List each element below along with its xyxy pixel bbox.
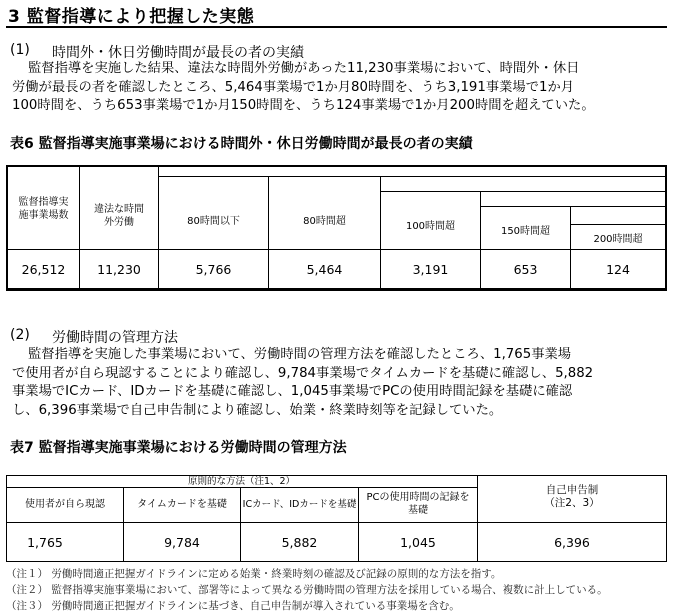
table6-value-inspected: 26,512 [21,262,66,277]
table6-value-over-100h: 3,191 [412,262,449,277]
footnote-2: （注２） 監督指導実施事業場において、部署等によって異なる労働時間の管理方法を採用している場合、複数に計上している。 [6,584,608,596]
part2-paragraph-line-2: で使用者が自ら現認することにより確認し、9,784事業場でタイムカードを基礎に確認し、5,882 [12,365,594,381]
table7-header-self-report: 自己申告制 （注2、3） [544,484,600,509]
table6-value-over-150h: 653 [513,262,538,277]
part1-paragraph-line-1: 監督指導を実施した結果、違法な時間外労働があった11,230事業場において、時間外・休日 [28,61,580,76]
table6-title: 表6 監督指導実施事業場における時間外・休日労働時間が最長の者の実績 [10,136,473,152]
part1-heading: 時間外・休日労働時間が最長の者の実績 [52,45,304,61]
part2-paragraph-line-3: 事業場でICカード、IDカードを基礎に確認し、1,045事業場でPCの使用時間記録を基礎に確認 [12,384,573,399]
table6-header-over-200h: 200時間超 [593,234,643,245]
table7-value-ic-id-card: 5,882 [281,535,318,550]
part1-paragraph-line-3: 100時間を、うち653事業場で1か月150時間を、うち124事業場で1か月200時間を超えていた。 [12,98,595,113]
footnote-3: （注３） 労働時間適正把握ガイドラインに基づき、自己申告制が導入されている事業場を含む。 [6,600,460,612]
table6-header-over-100h: 100時間超 [405,221,456,232]
table7-group-header-standard-methods: 原則的な方法（注1、2） [187,476,296,487]
table6-value-80h-or-less: 5,766 [195,262,232,277]
table6-value-over-80h: 5,464 [306,262,343,277]
table6-header-illegal-overtime: 違法な時間 外労働 [94,204,144,228]
part2-heading-number: (2) [10,327,30,343]
table7-header-ic-id-card: ICカード、IDカードを基礎 [242,499,357,510]
table7-header-pc-log: PCの使用時間の記録を 基礎 [366,492,470,516]
part1-heading-number: (1) [10,42,30,58]
table6-header-over-150h: 150時間超 [500,226,551,237]
table6-header-80h-or-less: 80時間以下 [187,216,240,227]
table6-value-over-200h: 124 [606,262,630,277]
part2-paragraph-line-4: し、6,396事業場で自己申告制により確認し、始業・終業時刻等を記録していた。 [12,402,503,418]
footnote-1: （注１） 労働時間適正把握ガイドラインに定める始業・終業時刻の確認及び記録の原則的な方法を指す。 [6,568,502,580]
table7-header-personal-confirmation: 使用者が自ら現認 [25,499,105,510]
table7-value-pc-log: 1,045 [400,535,436,550]
part1-paragraph-line-2: 労働が最長の者を確認したところ、5,464事業場で1か月80時間を、うち3,191事業場で1か月 [12,79,575,95]
table7-header-timecard: タイムカードを基礎 [137,499,227,510]
table7-value-self-report: 6,396 [554,535,590,550]
table7-value-personal-confirmation: 1,765 [27,535,63,550]
table6-header-inspected: 監督指導実 施事業場数 [18,197,69,221]
table6-header-over-80h: 80時間超 [303,216,346,227]
part2-heading: 労働時間の管理方法 [52,330,178,346]
section-title: 3 監督指導により把握した実態 [8,7,255,27]
table7-title: 表7 監督指導実施事業場における労働時間の管理方法 [10,440,347,456]
part2-paragraph-line-1: 監督指導を実施した事業場において、労働時間の管理方法を確認したところ、1,765事業場 [28,347,572,362]
table7-value-timecard: 9,784 [164,535,200,550]
table6-value-illegal-overtime: 11,230 [97,262,141,277]
